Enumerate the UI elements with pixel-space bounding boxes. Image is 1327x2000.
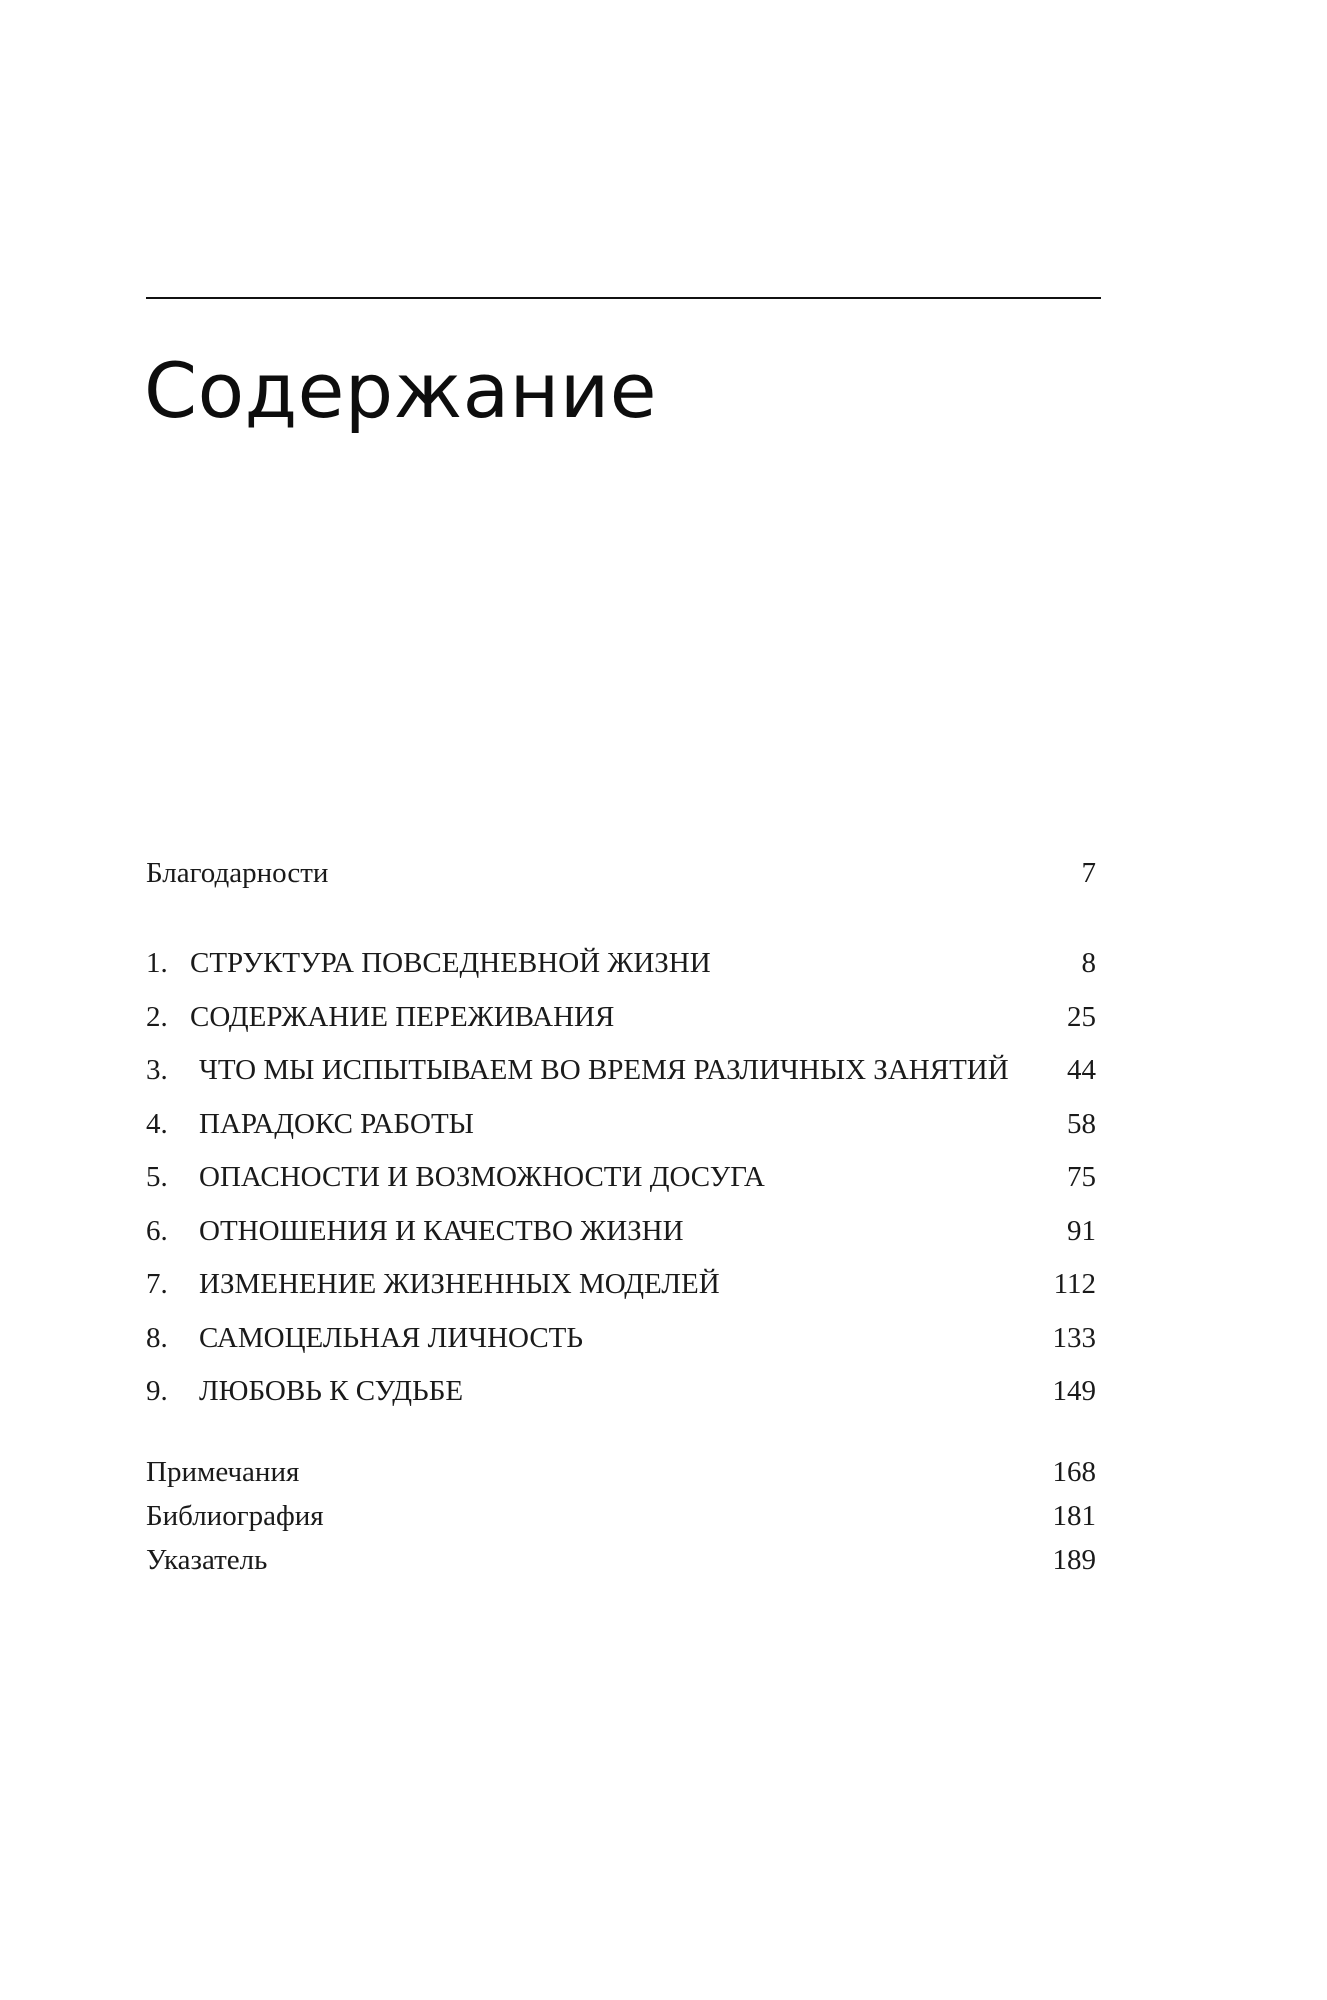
toc-chapter-number: 2.: [146, 1001, 168, 1033]
toc-chapter-title: ИЗМЕНЕНИЕ ЖИЗНЕННЫХ МОДЕЛЕЙ: [199, 1268, 720, 1300]
toc-chapter-number: 4.: [146, 1108, 168, 1140]
toc-chapter-3[interactable]: [146, 1050, 1096, 1090]
toc-chapter-page: 91: [1067, 1215, 1096, 1247]
toc-chapter-number: 5.: [146, 1161, 168, 1193]
toc-chapter-number: 7.: [146, 1268, 168, 1300]
toc-entry-label: Библиография: [146, 1500, 324, 1532]
toc-entry-notes[interactable]: [146, 1452, 1096, 1492]
toc-chapter-title: САМОЦЕЛЬНАЯ ЛИЧНОСТЬ: [199, 1322, 584, 1354]
toc-chapter-page: 133: [1052, 1322, 1096, 1354]
toc-chapter-number: 1.: [146, 947, 168, 979]
toc-entry-page: 189: [1052, 1544, 1096, 1576]
toc-chapter-page: 44: [1067, 1054, 1096, 1086]
toc-chapter-page: 149: [1052, 1375, 1096, 1407]
toc-chapter-2[interactable]: [146, 997, 1096, 1037]
toc-chapter-page: 25: [1067, 1001, 1096, 1033]
title-rule: [146, 297, 1101, 299]
toc-chapter-number: 3.: [146, 1054, 168, 1086]
toc-entry-bibliography[interactable]: [146, 1496, 1096, 1536]
toc-chapter-4[interactable]: [146, 1104, 1096, 1144]
toc-entry-label: Благодарности: [146, 857, 329, 889]
toc-entry-page: 168: [1052, 1456, 1096, 1488]
page-title: Содержание: [144, 346, 657, 435]
toc-entry-page: 7: [1081, 857, 1096, 889]
toc-chapter-8[interactable]: [146, 1318, 1096, 1358]
toc-chapter-7[interactable]: [146, 1264, 1096, 1304]
toc-chapter-1[interactable]: [146, 943, 1096, 983]
toc-chapter-number: 6.: [146, 1215, 168, 1247]
toc-entry-label: Примечания: [146, 1456, 300, 1488]
toc-chapter-page: 75: [1067, 1161, 1096, 1193]
toc-chapter-page: 112: [1053, 1268, 1096, 1300]
toc-entry-index[interactable]: [146, 1540, 1096, 1580]
toc-chapter-number: 9.: [146, 1375, 168, 1407]
toc-chapter-title: СОДЕРЖАНИЕ ПЕРЕЖИВАНИЯ: [190, 1001, 615, 1033]
toc-entry-page: 181: [1052, 1500, 1096, 1532]
toc-chapter-page: 8: [1081, 947, 1096, 979]
toc-chapter-title: ЛЮБОВЬ К СУДЬБЕ: [199, 1375, 464, 1407]
toc-chapter-6[interactable]: [146, 1211, 1096, 1251]
toc-chapter-5[interactable]: [146, 1157, 1096, 1197]
toc-chapter-9[interactable]: [146, 1371, 1096, 1411]
toc-entry-acknowledgements[interactable]: [146, 853, 1096, 893]
toc-chapter-title: ПАРАДОКС РАБОТЫ: [199, 1108, 474, 1140]
toc-chapter-title: ОТНОШЕНИЯ И КАЧЕСТВО ЖИЗНИ: [199, 1215, 684, 1247]
toc-chapter-number: 8.: [146, 1322, 168, 1354]
toc-chapter-title: ЧТО МЫ ИСПЫТЫВАЕМ ВО ВРЕМЯ РАЗЛИЧНЫХ ЗАНЯТИЙ: [199, 1054, 1009, 1086]
toc-chapter-page: 58: [1067, 1108, 1096, 1140]
toc-entry-label: Указатель: [146, 1544, 268, 1576]
toc-chapter-title: ОПАСНОСТИ И ВОЗМОЖНОСТИ ДОСУГА: [199, 1161, 765, 1193]
toc-chapter-title: СТРУКТУРА ПОВСЕДНЕВНОЙ ЖИЗНИ: [190, 947, 711, 979]
